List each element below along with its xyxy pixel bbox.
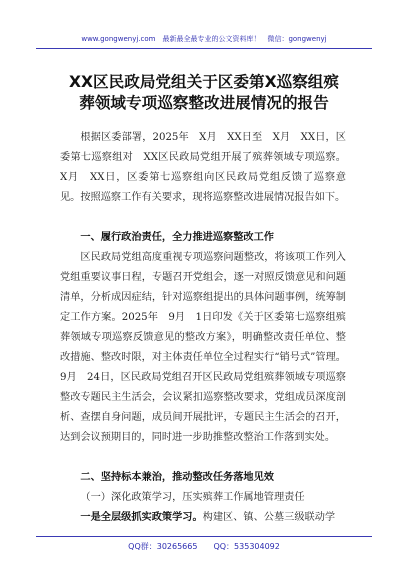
section-1-heading: 一、履行政治责任，全力推进巡察整改工作	[80, 232, 274, 243]
document-title	[40, 72, 368, 114]
footer-banner: QQ群：30265665 QQ：535304092	[128, 542, 280, 551]
intro-paragraph-block	[60, 128, 346, 208]
paragraph-bold-lead: 一是全层级抓实政策学习。	[80, 512, 203, 523]
paragraph-rest: 构建区、镇、公墓三级联动学	[202, 512, 336, 523]
title-line-2: 葬领域专项巡察整改进展情况的报告	[79, 94, 329, 112]
policy-study-paragraph	[60, 508, 346, 528]
subsection-1-heading: （一）深化政策学习，压实殡葬工作属地管理责任	[80, 492, 305, 503]
footer-divider	[36, 536, 372, 537]
title-line-1: XX区民政局党组关于区委第X巡察组殡	[69, 73, 339, 91]
section-1-body-block	[60, 248, 346, 448]
intro-paragraph: 根据区委部署，2025年 X月 XX日至 X月 XX日，区委第七巡察组对 XX区民政局党组开展了殡葬领域专项巡察。X月 XX日，区委第七巡察组向区民政局党组反馈了巡察意见。按照巡察工作有关要求，现将巡察整改进展情况报告如下。	[60, 132, 346, 203]
header-banner: www.gongwenyj.com 最新最全最专业的公文资料库！ 微信：gongwenyj	[81, 35, 327, 43]
section-2-heading: 二、坚持标本兼治，推动整改任务落地见效	[80, 472, 274, 483]
header-divider	[36, 48, 372, 49]
section-1-paragraph: 区民政局党组高度重视专项巡察问题整改，将该项工作列入党组重要议事日程，专题召开党组会，逐一对照反馈意见和问题清单，分析成因症结，针对巡察组提出的具体问题事例，统筹制定工作方案。2025年 9月 1日印发《关于区委第七巡察组殡葬领域专项巡察反馈意见的整改方案》，明确整改责任单位、整改措施、整改时限，对主体责任单位全过程实行“销号式”管理。9月 24日，区民政局党组召开区民政局党组殡葬领域专项巡察整改专题民主生活会，会议紧扣巡察整改要求，党组成员深度剖析、查摆自身问题，成员间开展批评，专题民主生活会的召开，达到会议预期目的，同时进一步助推整改整治工作落到实处。	[60, 252, 346, 443]
